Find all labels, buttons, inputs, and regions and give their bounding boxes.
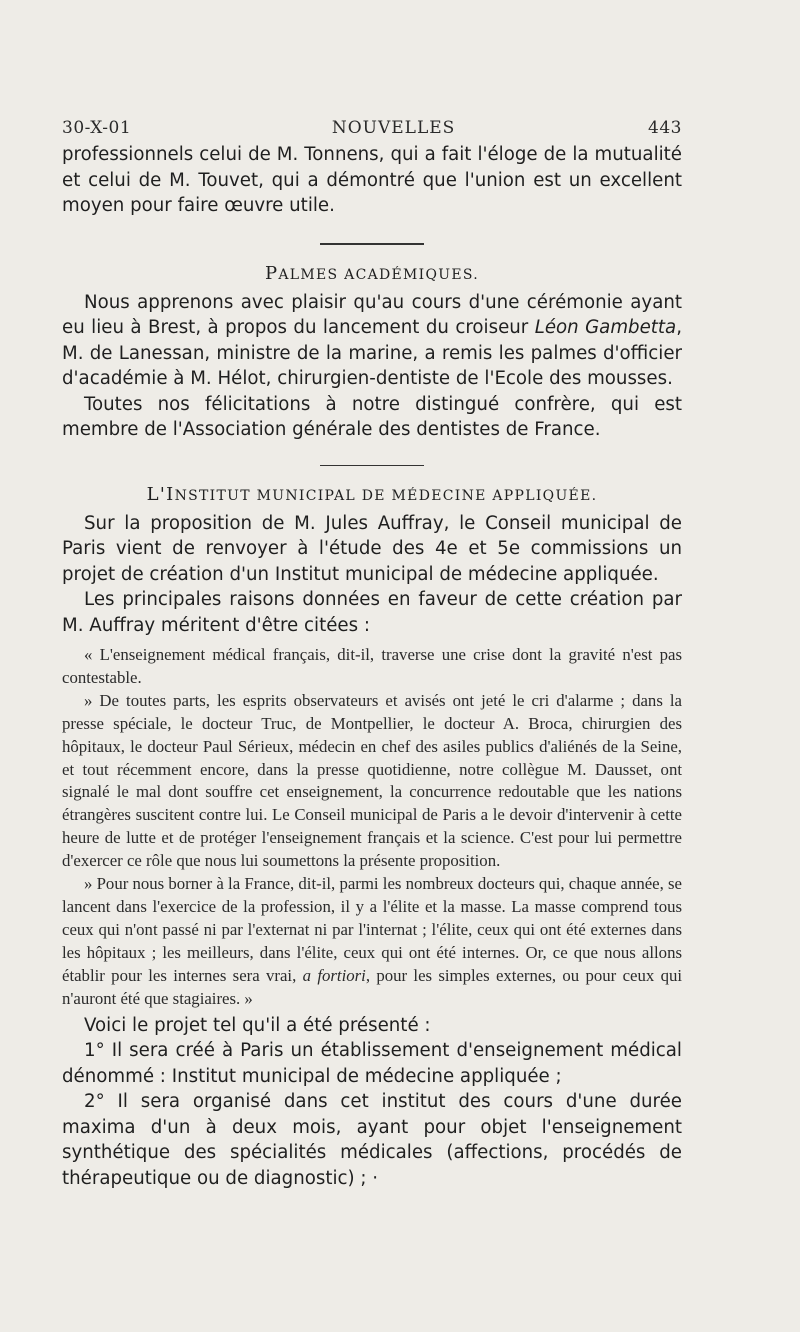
institut-paragraph-1: Sur la proposition de M. Jules Auffray, le Conseil municipal de Paris vient de renvoyer à l'étude des 4e et 5e commissions un projet de création d'un Institut municipal de médecine appliquée. xyxy=(62,512,682,585)
project-item-1: 1° Il sera créé à Paris un établissement d'enseignement médical dénommé : Institut municipal de médecine appliquée ; xyxy=(62,1040,682,1087)
heading-capital: L'I xyxy=(146,483,175,505)
quote-italic: a fortiori xyxy=(302,965,366,985)
project-intro: Voici le projet tel qu'il a été présenté : xyxy=(84,1014,431,1036)
quote-text-a: » Pour nous borner à la France, dit-il, parmi les nombreux docteurs qui, chaque année, se lancent dans l'exercice de la profession, il y a l'élite et la masse. La masse comprend tous ceux qui n'ont passé ni par l'externat ni par l'internat ; l'élite, ceux qui ont été externes dans les hôpitaux ; les meilleurs, dans l'élite, ceux qui ont été internes. Or, ce que nous allons établir pour les internes sera vrai, xyxy=(62,874,682,985)
palmes-text-b: , M. de Lanessan, ministre de la marine, a remis les palmes d'officier d'académie à M. Hélot, chirurgien-dentiste de l'Ecole des mousses. xyxy=(62,317,682,389)
ship-name: Léon Gambetta xyxy=(534,317,677,338)
section-heading-institut xyxy=(62,484,682,505)
heading-capital: P xyxy=(264,262,279,284)
header-date: 30-X-01 xyxy=(62,118,132,138)
heading-text: ALMES ACADÉMIQUES. xyxy=(278,266,480,283)
section-divider xyxy=(320,465,424,466)
palmes-paragraph-1 xyxy=(62,290,682,392)
institut-paragraph-2: Les principales raisons données en faveur de cette création par M. Auffray méritent d'être citées : xyxy=(62,589,682,636)
header-title: NOUVELLES xyxy=(331,118,456,138)
quote-paragraph-1: « L'enseignement médical français, dit-il, traverse une crise dont la gravité n'est pas contestable. xyxy=(62,645,682,687)
section-heading-palmes xyxy=(62,263,682,284)
intro-paragraph: professionnels celui de M. Tonnens, qui a fait l'éloge de la mutualité et celui de M. Touvet, qui a démontré que l'union est un excellent moyen pour faire œuvre utile. xyxy=(62,144,682,216)
palmes-text-a: Nous apprenons avec plaisir qu'au cours d'une cérémonie ayant eu lieu à Brest, à propos du lancement du croiseur xyxy=(62,291,682,338)
section-divider xyxy=(320,243,424,245)
palmes-paragraph-2: Toutes nos félicitations à notre distingué confrère, qui est membre de l'Association générale des dentistes de France. xyxy=(62,393,682,440)
heading-text: NSTITUT MUNICIPAL DE MÉDECINE APPLIQUÉE. xyxy=(174,487,598,504)
quote-text-b: , pour les simples externes, ou pour ceux qui n'auront été que stagiaires. » xyxy=(62,965,683,1008)
running-header xyxy=(62,118,682,138)
quote-paragraph-2: » De toutes parts, les esprits observateurs et avisés ont jeté le cri d'alarme ; dans la presse spéciale, le docteur Truc, de Montpellier, le docteur A. Broca, chirurgien des hôpitaux, le docteur Paul Sérieux, médecin en chef des asiles publics d'aliénés de la Seine, et tout récemment encore, dans la presse quotidienne, notre collègue M. Dausset, ont signalé le mal dont souffre cet enseignement, la concurrence redoutable que les nations étrangères suscitent contre lui. Le Conseil municipal de Paris a le devoir d'intervenir à cette heure de lutte et de protéger l'enseignement français et la science. C'est pour lui permettre d'exercer ce rôle que nous lui soumettons la présente proposition. xyxy=(62,690,682,871)
project-item-2: 2° Il sera organisé dans cet institut des cours d'une durée maxima d'un à deux mois, ayant pour objet l'enseignement synthétique des spécialités médicales (affections, procédés de thérapeutique ou de diagnostic) ; · xyxy=(62,1091,682,1189)
quote-paragraph-3 xyxy=(62,873,682,1010)
page-number: 443 xyxy=(648,118,682,138)
